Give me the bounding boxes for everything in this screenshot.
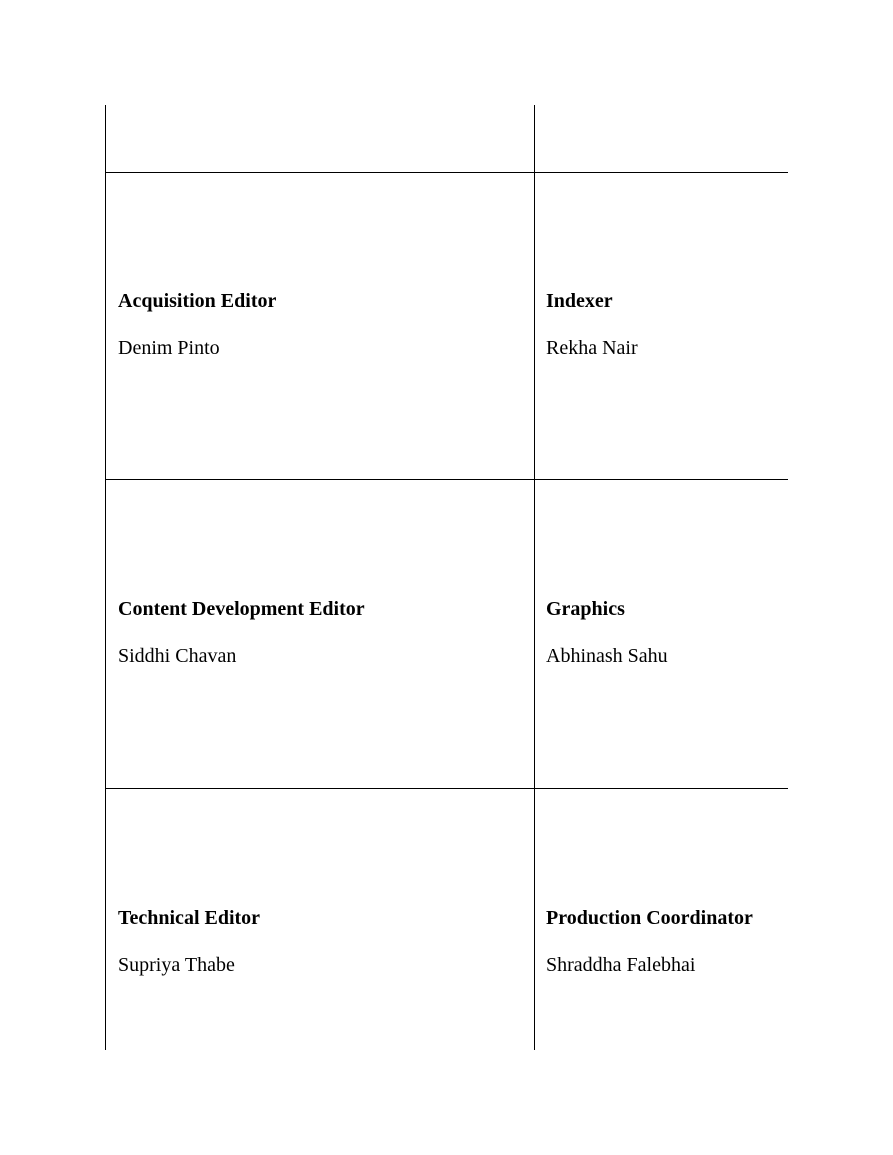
table-border-middle	[534, 105, 535, 1050]
credit-cell-content-development-editor	[118, 597, 365, 668]
credit-name: Rekha Nair	[546, 337, 638, 359]
credit-cell-technical-editor	[118, 906, 260, 977]
table-row-divider	[105, 172, 788, 173]
credit-cell-acquisition-editor	[118, 289, 276, 360]
credit-role: Acquisition Editor	[118, 290, 277, 312]
table-row-divider	[105, 788, 788, 789]
credit-name: Siddhi Chavan	[118, 645, 237, 667]
credit-cell-production-coordinator	[546, 906, 753, 977]
credit-cell-indexer	[546, 289, 638, 360]
credit-role: Indexer	[546, 290, 613, 312]
credit-cell-graphics	[546, 597, 668, 668]
credit-role: Production Coordinator	[546, 907, 753, 929]
table-border-left	[105, 105, 106, 1050]
credit-name: Abhinash Sahu	[546, 645, 668, 667]
credit-name: Shraddha Falebhai	[546, 954, 696, 976]
credit-role: Graphics	[546, 598, 625, 620]
credit-name: Supriya Thabe	[118, 954, 235, 976]
table-row-divider	[105, 479, 788, 480]
credit-role: Technical Editor	[118, 907, 261, 929]
credit-role: Content Development Editor	[118, 598, 365, 620]
credit-name: Denim Pinto	[118, 337, 220, 359]
